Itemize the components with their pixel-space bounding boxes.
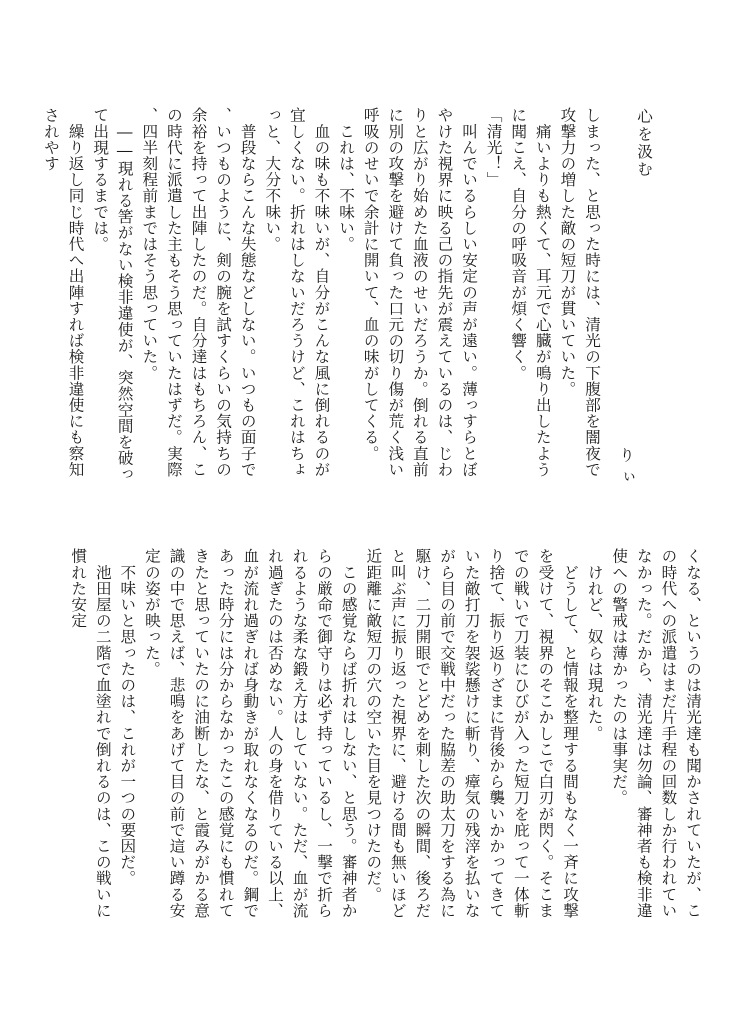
story-title: 心を汲む: [635, 108, 653, 179]
author-name: りぃ: [617, 447, 635, 491]
lower-text-block: くなる、というのは清光達も聞かされていたが、この時代への派遣はまだ片手程の回数しか行われていなかった。だから、清光達は勿論、審神者も検非違使への警戒は薄かったのは事実だ。 けれど、奴らは現れた。 どうして、と情報を整理する間もなく一斉に攻撃を受けて、視界のそこかしこで白刃が閃く。そこまでの戦いで刀装にひびが入った短刀を庇って一体斬り捨て、振り返りざまに背後から襲いかかってきていた敵打刀を袈裟懸けに斬り、瘴気の残滓を払いながら目の前で交戦中だった脇差の助太刀をする為に駆け、二刀開眼でとどめを刺した次の瞬間、後ろだと叫ぶ声に振り返った視界に、避ける間も無いほど近距離に敵短刀の穴の空いた目を見つけたのだ。 この感覚ならば折れはしない、と思う。審神者からの厳命で御守りは必ず持っているし、一撃で折られるような柔な鍛え方はしていない。ただ、血が流れ過ぎたのは否めない。人の身を借りている以上、血が流れ過ぎれば身動きが取れなくなるのだ。鋼であった時分には分からなかったこの感覚にも慣れてきたと思っていたのに油断したな、と霞みがかる意識の中で思えば、悲鳴をあげて目の前で這い蹲る安定の姿が映った。 不味いと思ったのは、これが一つの要因だ。 池田屋の二階で血塗れで倒れるのは、この戦いに慣れた安定: [69, 548, 702, 919]
upper-text-block: しまった、と思った時には、清光の下腹部を闇夜で攻撃力の増した敵の短刀が貫いていた。 痛いよりも熱くて、耳元で心臓が鳴り出したように聞こえ、自分の呼吸音が煩く響く。 「清光！」 叫んでいるらしい安定の声が遠い。薄っすらとぼやけた視界に映る己の指先が震えているのは、じわりと広がり始めた血液のせいだろうか。倒れる直前に別の攻撃を避けて負った口元の切り傷が荒く浅い呼吸のせいで余計に開いて、血の味がしてくる。 これは、不味い。 血の味も不味いが、自分がこんな風に倒れるのが宜しくない。折れはしないだろうけど、これはちょっと、大分不味い。 普段ならこんな失態などしない。いつもの面子で、いつものように、剣の腕を試すくらいの気持ちの余裕を持って出陣したのだ。自分達はもちろん、この時代に派遣した主もそう思っていたはずだ。実際、四半刻程前まではそう思っていた。 ――現れる筈がない検非違使が、突然空間を破って出現するまでは。 繰り返し同じ時代へ出陣すれば検非違使にも察知されやす: [41, 107, 601, 483]
